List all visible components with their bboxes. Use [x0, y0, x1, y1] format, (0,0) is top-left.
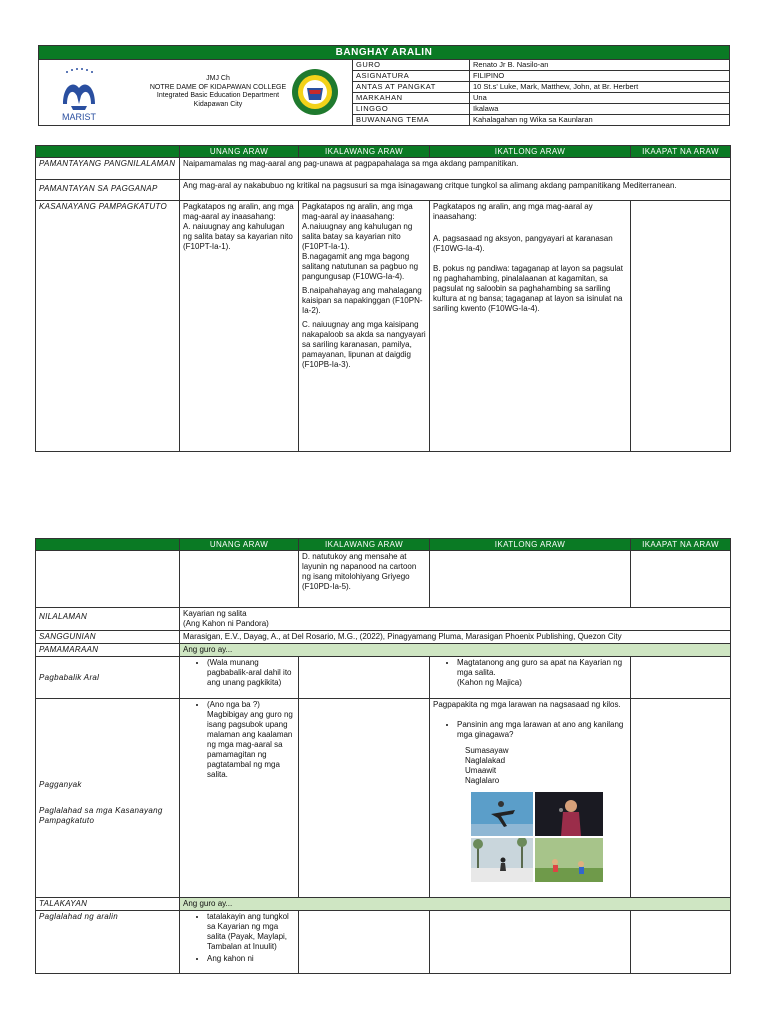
- school-line: Kidapawan City: [193, 100, 243, 108]
- row-content: Marasigan, E.V., Dayag, A., at Del Rosario, M.G., (2022), Pinagyamang Pluma, Marasigan Phoenix Publishing, Quezon City: [180, 631, 731, 644]
- table-row: [36, 898, 731, 911]
- lesson-plan-title: BANGHAY ARALIN: [39, 46, 729, 60]
- school-line: Integrated Basic Education Department: [156, 92, 280, 99]
- playing-photo-icon: [535, 838, 603, 882]
- marist-logo-icon: [53, 66, 105, 122]
- table-row: [36, 158, 731, 180]
- row-label: PAMAMARAAN: [36, 644, 180, 657]
- row-label: SANGGUNIAN: [36, 631, 180, 644]
- school-seal-icon: [291, 68, 339, 116]
- info-row: ANTAS AT PANGKAT 10 St.s' Luke, Mark, Matthew, John, at Br. Herbert: [353, 82, 730, 93]
- row-label: PAMANTAYAN SA PAGGANAP: [36, 180, 180, 201]
- row-content: Ang mag-aral ay nakabubuo ng kritikal na pagsusuri sa mga isinagawang critque tungkol sa alimang akdang pampanitikang Mediterranean.: [180, 180, 731, 201]
- day1-cell: • tatalakayin ang tungkol sa Kayarian ng mga salita (Payak, Maylapi, Tambalan at Inuulit) • Ang kahon ni: [180, 911, 299, 974]
- table-row: [36, 608, 731, 631]
- day1-cell: Pagkatapos ng aralin, ang mga mag-aaral ay inaasahang: A. naiuugnay ang kahulugan ng salita batay sa kayarian nito (F10PT-Ia-1).: [180, 201, 299, 452]
- row-label: KASANAYANG PAMPAGKATUTO: [36, 201, 180, 452]
- info-row: ASIGNATURA FILIPINO: [353, 71, 730, 82]
- day-header: IKALAWANG ARAW: [299, 539, 430, 551]
- table-row: [36, 699, 731, 898]
- row-label: TALAKAYAN: [36, 898, 180, 911]
- row-label: Pagbabalik Aral: [36, 657, 180, 699]
- lesson-info-table: [352, 60, 730, 126]
- row-label: PAMANTAYANG PANGNILALAMAN: [36, 158, 180, 180]
- day4-cell: [631, 201, 731, 452]
- day-header-row: [36, 539, 731, 551]
- day-header: IKALAWANG ARAW: [299, 146, 430, 158]
- day-header: UNANG ARAW: [180, 539, 299, 551]
- table-row: [36, 180, 731, 201]
- school-line: JMJ Ch: [206, 75, 230, 82]
- info-row: LINGGO Ikalawa: [353, 104, 730, 115]
- day-header: IKAAPAT NA ARAW: [631, 539, 731, 551]
- school-line: NOTRE DAME OF KIDAPAWAN COLLEGE: [149, 83, 287, 91]
- row-label: NILALAMAN: [36, 608, 180, 631]
- info-row: MARKAHAN Una: [353, 93, 730, 104]
- day-header: IKATLONG ARAW: [430, 539, 631, 551]
- day2-cell: D. natutukoy ang mensahe at layunin ng napanood na cartoon ng isang mitolohiyang Griyego (F10PD-Ia-5).: [299, 551, 430, 608]
- info-row: GURO Renato Jr B. Nasilo-an: [353, 60, 730, 71]
- row-content: Kayarian ng salita (Ang Kahon ni Pandora): [180, 608, 731, 631]
- action-photos: [471, 792, 627, 882]
- row-label: Pagganyak Paglalahad sa mga Kasanayang Pampagkatuto: [36, 699, 180, 898]
- standards-table: [35, 145, 731, 452]
- table-row: [36, 201, 731, 452]
- day1-cell: • (Wala munang pagbabalik-aral dahil ito ang unang pagkikita): [180, 657, 299, 699]
- info-row: BUWANANG TEMA Kahalagahan ng Wika sa Kaunlaran: [353, 115, 730, 126]
- day3-cell: Pagpapakita ng mga larawan na nagsasaad ng kilos. • Pansinin ang mga larawan at ano ang kanilang mga ginagawa? Sumasayaw Naglalakad Umaawit Naglalaro: [430, 699, 631, 898]
- procedure-table: [35, 538, 731, 974]
- row-label: Paglalahad ng aralin: [36, 911, 180, 974]
- day-header: UNANG ARAW: [180, 146, 299, 158]
- day-header: IKAAPAT NA ARAW: [631, 146, 731, 158]
- day1-cell: • (Ano nga ba ?) Magbibigay ang guro ng isang pagsubok upang malaman ang kaalaman ng mga mag-aaral sa pamamagitan ng pagtatambal ng mga salita.: [180, 699, 299, 898]
- singing-photo-icon: [535, 792, 603, 836]
- day-header-row: [36, 146, 731, 158]
- day3-cell: Pagkatapos ng aralin, ang mga mag-aaral ay inaasahang: A. pagsasaad ng aksyon, pangyayari at karanasan (F10WG-Ia-4). B. pokus ng pandiwa: tagaganap at layon sa pagsulat ng paghahambing, pinalalaanan at kagamitan, sa pagsulat ng saloobin sa paghahambing sa sariling kultura at ng bansa; tagaganap at layon sa isinulat na sariling kwento (F10WG-Ia-4).: [430, 201, 631, 452]
- day3-cell: • Magtatanong ang guro sa apat na Kayarian ng mga salita. (Kahon ng Majica): [430, 657, 631, 699]
- table-row: [36, 657, 731, 699]
- row-content: Ang guro ay...: [180, 898, 731, 911]
- lesson-plan-header: [38, 45, 730, 126]
- svg-text:MARIST: MARIST: [61, 112, 97, 122]
- row-content: Ang guro ay...: [180, 644, 731, 657]
- table-row: [36, 631, 731, 644]
- day-header: IKATLONG ARAW: [430, 146, 631, 158]
- dancing-photo-icon: [471, 792, 533, 836]
- table-row: [36, 911, 731, 974]
- row-content: Naipamamalas ng mag-aaral ang pag-unawa at pagpapahalaga sa mga akdang pampanitikan.: [180, 158, 731, 180]
- table-row: [36, 644, 731, 657]
- table-row: [36, 551, 731, 608]
- day2-cell: Pagkatapos ng aralin, ang mga mag-aaral ay inaasahang: A.naiuugnay ang kahulugan ng salita batay sa kayarian nito (F10PT-Ia-1). B.nagagamit ang mga bagong salitang natutunan sa pagbuo ng pangungusap (F10WG-Ia-4). B.naipahahayag ang mahalagang kaisipan sa napakinggan (F10PN-Ia-2). C. naiuugnay ang mga kaisipang nakapaloob sa akda sa nangyayari sa sariling karanasan, pamilya, pamayanan, lipunan at daigdig (F10PB-Ia-3).: [299, 201, 430, 452]
- walking-photo-icon: [471, 838, 533, 882]
